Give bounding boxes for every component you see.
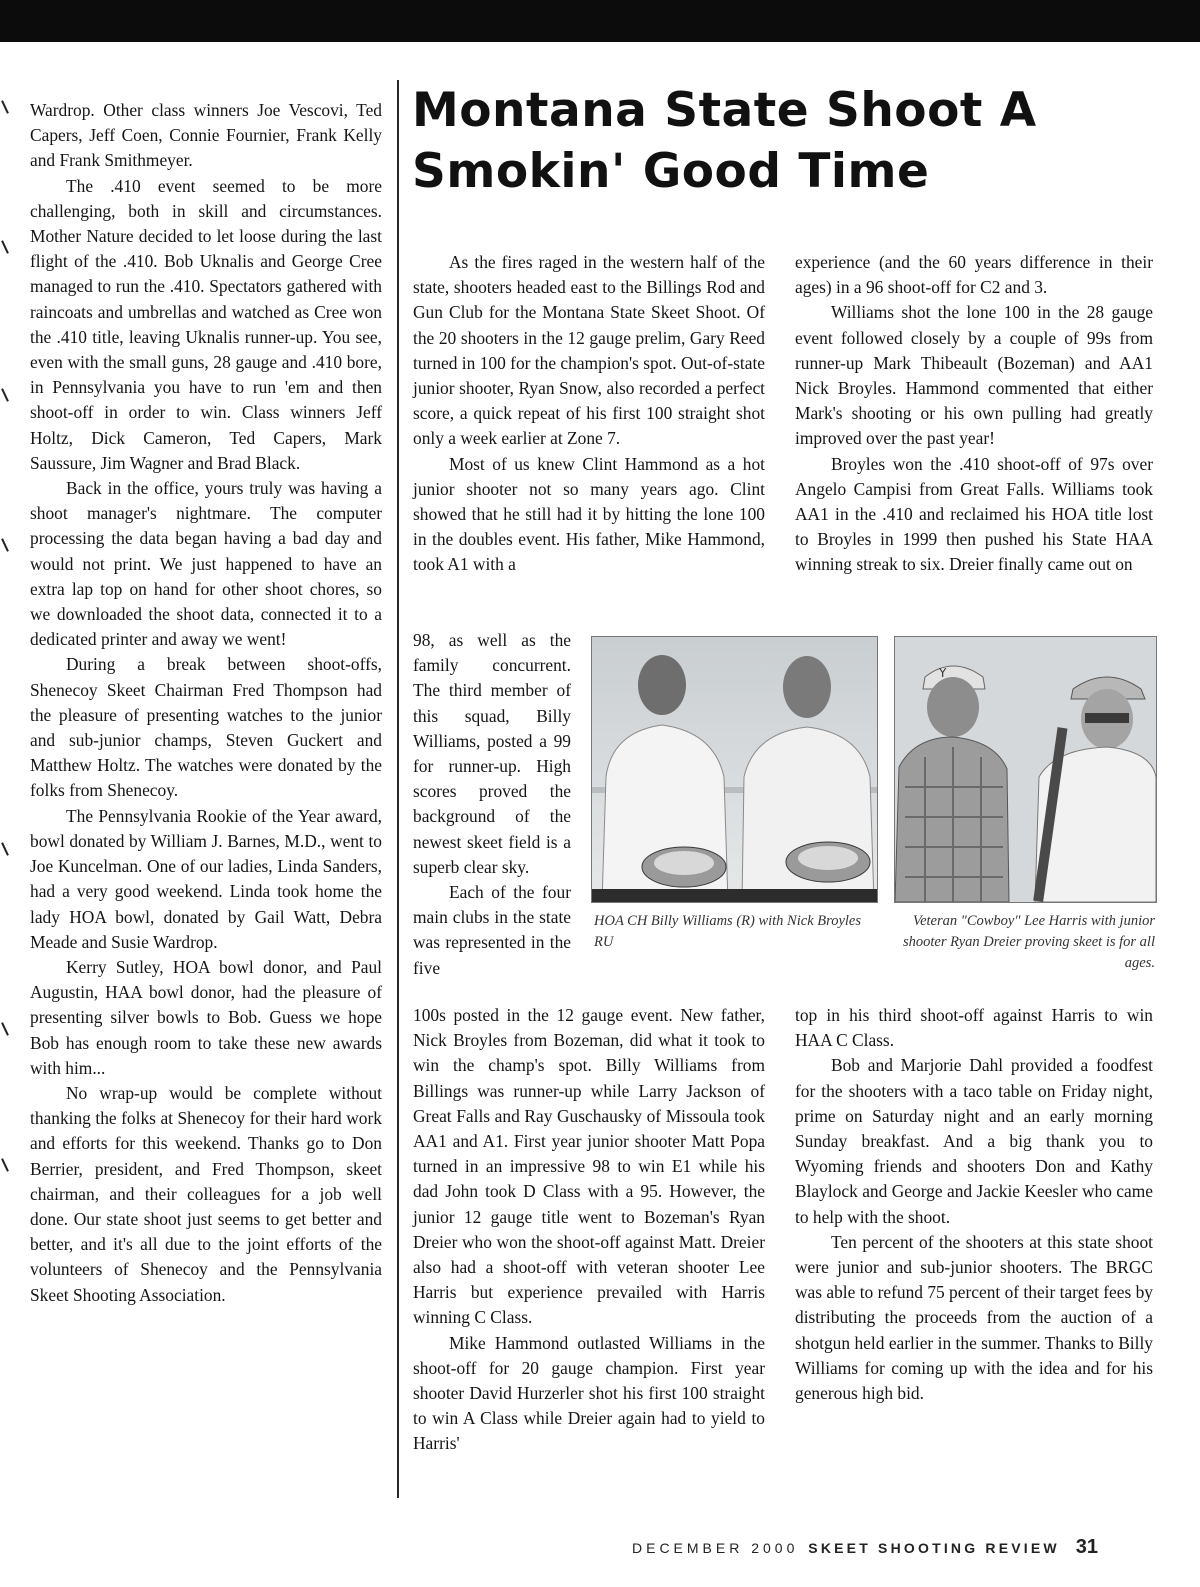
paragraph: Williams shot the lone 100 in the 28 gauge event followed closely by a couple of 99s from runner-up Mark Thibeault (Bozeman) and AA1 Nick Broyles. Hammond commented that either Mark's shooting or his own pulling had greatly improved over the past year!: [795, 302, 1153, 449]
margin-tick: [1, 388, 9, 402]
column-right-top: [795, 250, 1153, 578]
paragraph: Ten percent of the shooters at this state shoot were junior and sub-junior shooters. The BRGC was able to refund 75 percent of their target fees by distributing the proceeds from the auction of a shotgun held earlier in the summer. Thanks to Billy Williams for coming up with the idea and for his generous high bid.: [795, 1231, 1153, 1404]
column-right-bottom: [795, 1003, 1153, 1406]
paragraph: Each of the four main clubs in the state was represented in the five: [413, 882, 571, 978]
article-headline: [412, 80, 1152, 202]
margin-tick: [1, 100, 9, 114]
photo-caption: HOA CH Billy Williams (R) with Nick Broyles RU: [594, 913, 862, 950]
paragraph: top in his third shoot-off against Harris to win HAA C Class.: [795, 1005, 1153, 1051]
photo-caption: Veteran "Cowboy" Lee Harris with junior shooter Ryan Dreier proving skeet is for all ages.: [903, 913, 1155, 971]
paragraph: Most of us knew Clint Hammond as a hot junior shooter not so many years ago. Clint showed that he still had it by hitting the lone 100 in the doubles event. His father, Mike Hammond, took A1 with a: [413, 453, 765, 575]
top-black-band: [0, 0, 1200, 42]
margin-tick: [1, 842, 9, 856]
paragraph: Mike Hammond outlasted Williams in the shoot-off for 20 gauge champion. First year shooter David Hurzerler shot his first 100 straight to win A Class while Dreier again had to yield to Harris': [413, 1332, 765, 1454]
paragraph: Back in the office, yours truly was having a shoot manager's nightmare. The computer processing the data began having a bad day and would not print. We just happened to have an extra lap top on hand for other shoot chores, so we downloaded the shoot data, connected it to a dedicated printer and away we went!: [30, 478, 382, 650]
paragraph: experience (and the 60 years difference in their ages) in a 96 shoot-off for C2 and 3.: [795, 252, 1153, 298]
page-footer: [632, 1536, 1164, 1559]
headline-line: Montana State Shoot A: [412, 83, 1037, 138]
column-divider-rule: [397, 80, 399, 1498]
column-middle-narrow: [413, 628, 571, 981]
page-number: 31: [1075, 1536, 1098, 1558]
paragraph: The Pennsylvania Rookie of the Year award, bowl donated by William J. Barnes, M.D., went to Joe Kuncelman. One of our ladies, Linda Sanders, had a very good weekend. Linda took home the lady HOA bowl, donated by Gail Watt, Debra Meade and Susie Wardrop.: [30, 805, 382, 952]
photo-harris-dreier: [894, 636, 1157, 903]
paragraph: Kerry Sutley, HOA bowl donor, and Paul Augustin, HAA bowl donor, had the pleasure of presenting silver bowls to Bob. Guess we hope Bob has enough room to take these new awards with him...: [30, 956, 382, 1078]
paragraph: Broyles won the .410 shoot-off of 97s over Angelo Campisi from Great Falls. Williams took AA1 in the .410 and reclaimed his HOA title lost to Broyles in 1999 then pushed his State HAA winning streak to six. Dreier finally came out on: [795, 453, 1153, 575]
paragraph: 98, as well as the family concurrent. The third member of this squad, Billy Williams, posted a 99 for runner-up. High scores proved the background of the newest skeet field is a superb clear sky.: [413, 630, 571, 877]
margin-tick: [1, 538, 9, 552]
paragraph: During a break between shoot-offs, Shenecoy Skeet Chairman Fred Thompson had the pleasure of presenting watches to the junior and sub-junior champs, Steven Guckert and Matthew Holtz. The watches were donated by the folks from Shenecoy.: [30, 654, 382, 801]
column-middle-bottom: [413, 1003, 765, 1457]
paragraph: 100s posted in the 12 gauge event. New father, Nick Broyles from Bozeman, did what it took to win the champ's spot. Billy Williams from Billings was runner-up while Larry Jackson of Great Falls and Ray Guschausky of Missoula took AA1 and A1. First year junior shooter Matt Popa turned in an impressive 98 to win E1 while his dad John took D Class with a 95. However, the junior 12 gauge title went to Bozeman's Ryan Dreier who won the shoot-off against Matt. Dreier also had a shoot-off with veteran shooter Lee Harris but experience prevailed with Harris winning C Class.: [413, 1005, 765, 1328]
paragraph: As the fires raged in the western half of the state, shooters headed east to the Billings Rod and Gun Club for the Montana State Skeet Shoot. Of the 20 shooters in the 12 gauge prelim, Gary Reed turned in 100 for the champion's spot. Out-of-state junior shooter, Ryan Snow, also recorded a perfect score, a quick repeat of his first 100 straight shot only a week earlier at Zone 7.: [413, 252, 765, 449]
margin-tick: [1, 1158, 9, 1172]
paragraph: The .410 event seemed to be more challenging, both in skill and circumstances. Mother Nature decided to let loose during the last flight of the .410. Bob Uknalis and George Cree managed to run the .410. Spectators gathered with raincoats and umbrellas and watched as Cree won the .410 title, leaving Uknalis runner-up. You see, even with the small guns, 28 gauge and .410 bore, in Pennsylvania you have to run 'em and then shoot-off in order to win. Class winners Jeff Holtz, Dick Cameron, Ted Capers, Mark Saussure, Jim Wagner and Brad Black.: [30, 175, 382, 473]
paragraph: Bob and Marjorie Dahl provided a foodfest for the shooters with a taco table on Friday night, prime on Saturday night and an early morning Sunday breakfast. And a big thank you to Wyoming friends and shooters Don and Kathy Blaylock and George and Jackie Keesler who came to help with the shoot.: [795, 1055, 1153, 1227]
issue-date: DECEMBER 2000: [632, 1540, 799, 1556]
magazine-name: SKEET SHOOTING REVIEW: [808, 1540, 1060, 1556]
photo-illustration: [895, 637, 1156, 902]
cap-letter: Y: [939, 666, 947, 680]
margin-tick: [1, 240, 9, 254]
photo-illustration: [592, 637, 877, 902]
column-middle-top: [413, 250, 765, 578]
paragraph: Wardrop. Other class winners Joe Vescovi, Ted Capers, Jeff Coen, Connie Fournier, Frank Kelly and Frank Smithmeyer.: [30, 100, 382, 171]
headline-line: Smokin' Good Time: [412, 144, 930, 199]
paragraph: No wrap-up would be complete without thanking the folks at Shenecoy for their hard work and efforts for this weekend. Thanks go to Don Berrier, president, and Fred Thompson, skeet chairman, and their colleagues for a job well done. Our state shoot just seems to get better and better, and it's all due to the joint efforts of the volunteers of Shenecoy and the Pennsylvania Skeet Shooting Association.: [30, 1082, 382, 1305]
margin-tick: [1, 1022, 9, 1036]
column-left-continuation: [30, 98, 382, 1308]
photo-williams-broyles: [591, 636, 878, 903]
